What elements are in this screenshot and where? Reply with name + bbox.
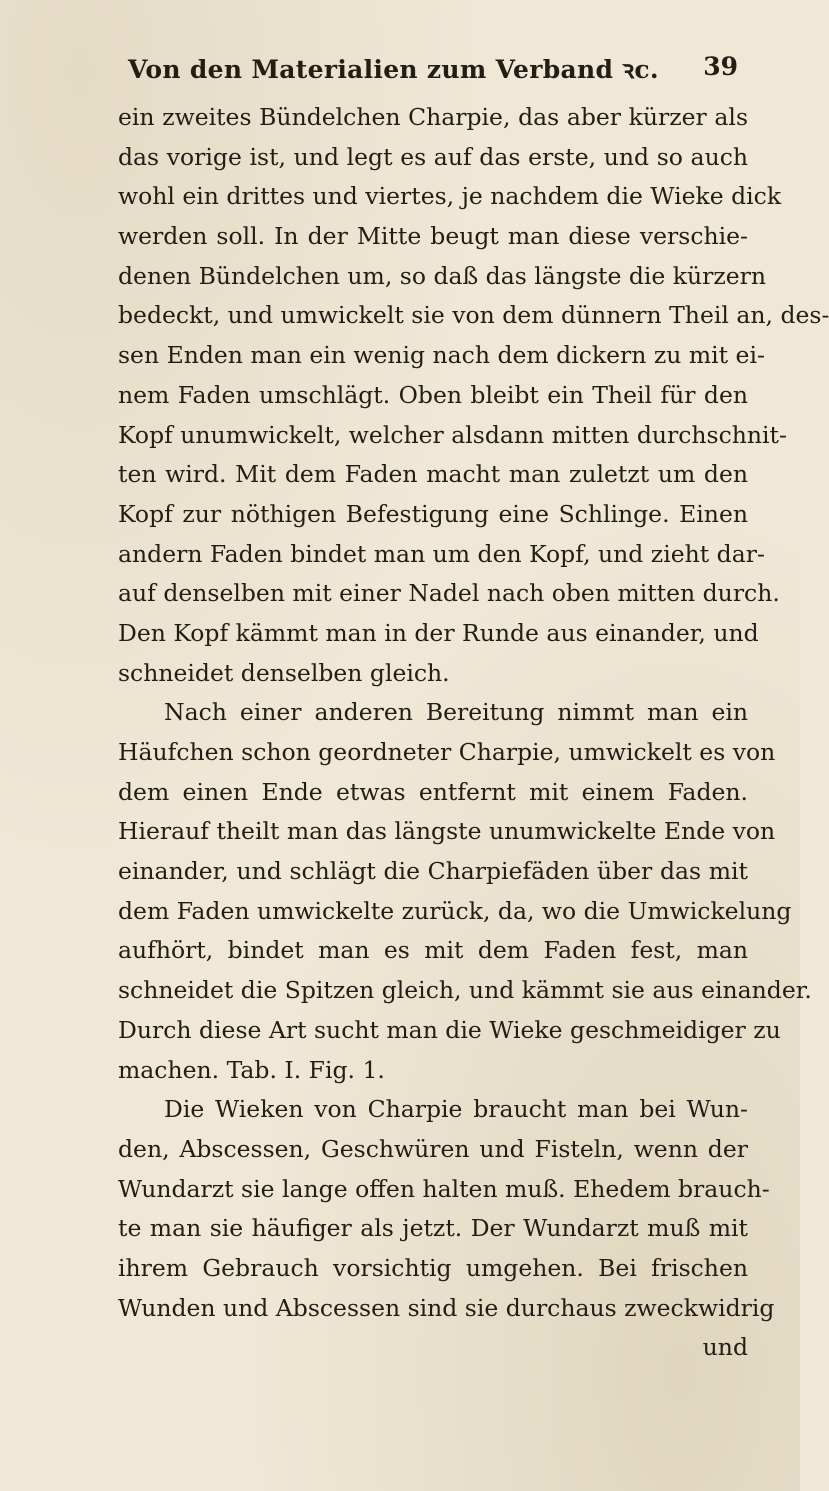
text-line: einander, und schlägt die Charpiefäden über das mit — [118, 857, 748, 886]
text-line: schneidet die Spitzen gleich, und kämmt sie aus einander. — [118, 976, 812, 1005]
text-line: ten wird. Mit dem Faden macht man zuletzt um den — [118, 460, 748, 489]
text-line: Häufchen schon geordneter Charpie, umwickelt es von — [118, 738, 776, 766]
text-line: dem Faden umwickelte zurück, da, wo die Umwickelung — [118, 896, 792, 925]
text-line: dem einen Ende etwas entfernt mit einem Faden. — [118, 777, 748, 806]
paragraph-start-line: Nach einer anderen Bereitung nimmt man ein — [164, 698, 748, 727]
text-line: Wunden und Abscessen sind sie durchaus zweckwidrig — [118, 1293, 775, 1322]
page-number: 39 — [703, 52, 738, 81]
text-line: Den Kopf kämmt man in der Runde aus einander, und — [118, 618, 759, 647]
text-line: auf denselben mit einer Nadel nach oben mitten durch. — [118, 579, 780, 608]
text-line: denen Bündelchen um, so daß das längste die kürzern — [118, 261, 767, 290]
text-line: andern Faden bindet man um den Kopf, und zieht dar- — [118, 539, 765, 568]
text-line: Wundarzt sie lange offen halten muß. Ehedem brauch- — [118, 1174, 770, 1203]
text-line: das vorige ist, und legt es auf das erste, und so auch — [118, 142, 748, 171]
running-title: Von den Materialien zum Verband ꝛc. — [128, 55, 659, 84]
text-line: schneidet denselben gleich. — [118, 658, 450, 687]
text-line: aufhört, bindet man es mit dem Faden fest, man — [118, 936, 748, 965]
text-line: bedeckt, und umwickelt sie von dem dünnern Theil an, des- — [118, 301, 829, 330]
text-line: te man sie häufiger als jetzt. Der Wundarzt muß mit — [118, 1214, 748, 1243]
text-line: Durch diese Art sucht man die Wieke geschmeidiger zu — [118, 1015, 781, 1044]
text-line: nem Faden umschlägt. Oben bleibt ein Theil für den — [118, 380, 748, 409]
paragraph-start-line: Die Wieken von Charpie braucht man bei Wun- — [164, 1095, 748, 1124]
catchword: und — [702, 1333, 748, 1362]
text-line: ein zweites Bündelchen Charpie, das aber kürzer als — [118, 103, 748, 131]
text-line: sen Enden man ein wenig nach dem dickern zu mit ei- — [118, 341, 765, 370]
text-line: Hierauf theilt man das längste unumwickelte Ende von — [118, 817, 776, 846]
text-line: ihrem Gebrauch vorsichtig umgehen. Bei frischen — [118, 1253, 748, 1282]
page-header — [128, 52, 738, 92]
text-line: wohl ein drittes und viertes, je nachdem die Wieke dick — [118, 182, 782, 211]
text-line: Kopf unumwickelt, welcher alsdann mitten durchschnit- — [118, 420, 787, 449]
body-text — [118, 98, 829, 1368]
text-line: machen. Tab. I. Fig. 1. — [118, 1055, 385, 1084]
text-line: Kopf zur nöthigen Befestigung eine Schlinge. Einen — [118, 499, 748, 528]
text-line: werden soll. In der Mitte beugt man diese verschie- — [118, 222, 748, 251]
text-line: den, Abscessen, Geschwüren und Fisteln, wenn der — [118, 1134, 748, 1163]
